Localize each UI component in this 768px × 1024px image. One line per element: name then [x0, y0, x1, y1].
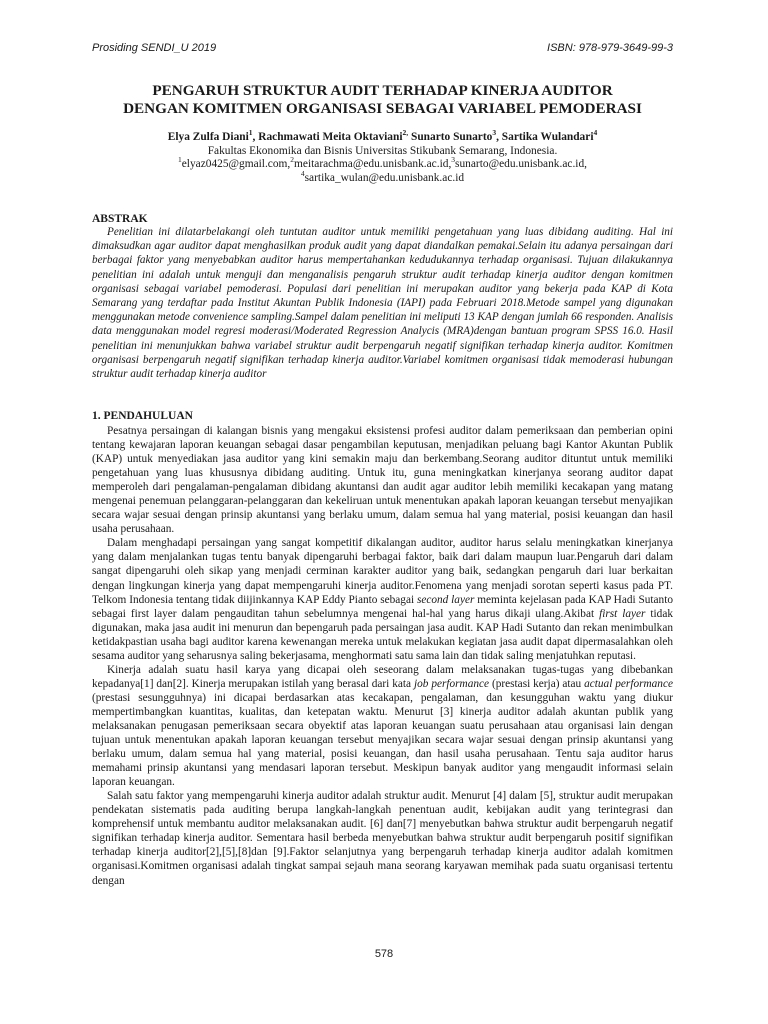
title-line-1: PENGARUH STRUKTUR AUDIT TERHADAP KINERJA AUDITOR: [152, 82, 613, 99]
author-2: Rachmawati Meita Oktaviani: [258, 131, 403, 143]
running-header: [92, 42, 673, 54]
author-4: Sartika Wulandari: [501, 131, 594, 143]
author-1: Elya Zulfa Diani: [167, 131, 249, 143]
introduction-body: [92, 424, 673, 888]
email-3: sunarto@edu.unisbank.ac.id: [455, 158, 585, 171]
email-line-1: $^1$elyaz0425@gmail.com,$^2$meitarachma@edu.unisbank.ac.id,$^3$sunarto@edu.unisbank.ac.id,: [177, 155, 588, 171]
paper-title: [92, 82, 673, 118]
title-line-2: DENGAN KOMITMEN ORGANISASI SEBAGAI VARIABEL PEMODERASI: [123, 100, 642, 117]
email-1: elyaz0425@gmail.com: [181, 158, 288, 171]
paragraph-3: Kinerja adalah suatu hasil karya yang dicapai oleh seseorang dalam melaksanakan tugas-tugas yang dibebankan kepadanya[1] dan[2]. Kinerja merupakan istilah yang berasal dari kata job performance (prestasi kerja) atau actual performance (prestasi sesungguhnya) ini dicapai berdasarkan atas kecakapan, pengalaman, dan kesungguhan waktu yang diukur mempertimbangkan kuantitas, kualitas, dan ketepatan waktu. Menurut [3] kinerja auditor adalah akuntan publik yang melaksanakan penugasan pemeriksaan secara obyektif atas laporan keuangan suatu perusahaan atau organisasi lain dengan tujuan untuk menentukan apakah laporan keuangan tersebut menyajikan secara wajar sesuai dengan prinsip akuntansi yang berlaku umum, dalam semua hal yang material, posisi keuangan, dan hasil usaha perusahaan. Tentu saja auditor harus memahami prinsip akuntansi yang mendasari laporan tersebut. Meskipun banyak auditor yang mengaudit informasi selain laporan keuangan.: [92, 663, 673, 789]
email-4: sartika_wulan@edu.unisbank.ac.id: [304, 171, 465, 184]
paragraph-2: Dalam menghadapi persaingan yang sangat kompetitif dikalangan auditor, auditor harus selalu meningkatkan kinerjanya yang dalam menjalankan tugas tentu banyak dipengaruhi berbagai faktor, baik dari dalam maupun luar.Pengaruh dari dalam sangat dipengaruhi oleh sikap yang menjadi cerminan karakter auditor yang baik, sedangkan pengaruh dari luar berkaitan dengan lingkungan kinerja yang dapat mempengaruhi kinerja auditor.Fenomena yang menjadi sorotan seperti kasus pada PT. Telkom Indonesia tentang tidak diijinkannya KAP Eddy Pianto sebagai second layer meminta kejelasan pada KAP Hadi Sutanto sebagai first layer dalam pengauditan tahun sebelumnya mengenai hal-hal yang harus dikaji ulang.Akibat first layer tidak digunakan, maka jasa audit ini menurun dan bepengaruh pada persaingan jasa audit. KAP Hadi Sutanto dan rekan menimbulkan ketidakpastian usaha bagi auditor karena kewenangan mereka untuk melakukan kegiatan jasa audit dapat dipermasalahkan oleh sesama auditor yang seharusnya saling bekerjasama, menghormati satu sama lain dan tidak saling menjatuhkan reputasi.: [92, 537, 673, 662]
author-3: Sunarto Sunarto: [411, 131, 493, 143]
isbn: ISBN: 978-979-3649-99-3: [547, 42, 673, 54]
abstract-heading: ABSTRAK: [92, 213, 148, 225]
abstract-text: Penelitian ini dilatarbelakangi oleh tuntutan auditor untuk memiliki pengetahuan yang luas dibidang auditing. Hal ini dimaksudkan agar auditor dapat menghasilkan produk audit yang dapat diandalkan pemakai.Selain itu adanya persaingan dari berbagai faktor yang menyebabkan auditor harus mempertahankan kedudukannya terhadap organisasi. Tujuan dilakukannya penelitian ini adalah untuk menguji dan menganalisis pengaruh struktur audit terhadap kinerja auditor dengan komitmen organisasi sebagai variabel pemoderasi. Populasi dari penelitian ini merupakan auditor yang bekerja pada KAP di Kota Semarang yang terdaftar pada Institut Akuntan Publik Indonesia (IAPI) pada Februari 2018.Metode sampel yang digunakan menggunakan metode convenience sampling.Sampel dalam penelitian ini meliputi 13 KAP dengan jumlah 66 responden. Analisis data menggunakan model regresi moderasi/Moderated Regression Analycis (MRA)dengan bantuan program SPSS 16.0. Hasil penelitian ini menunjukkan bahwa variabel struktur audit berpengaruh negatif signifikan terhadap kinerja auditor. Komitmen organisasi berpengaruh negatif signifikan terhadap kinerja auditor.Variabel komitmen organisasi tidak memoderasi hubungan struktur audit terhadap kinerja auditor: [92, 226, 673, 381]
author-block: [92, 128, 673, 185]
email-line-2: $^4$sartika_wulan@edu.unisbank.ac.id: [300, 168, 465, 184]
proceedings-name: Prosiding SENDI_U 2019: [92, 42, 217, 54]
paragraph-1: Pesatnya persaingan di kalangan bisnis yang mengakui eksistensi profesi auditor dalam pemeriksaan dan pemberian opini tentang kewajaran laporan keuangan sebagai dasar pengambilan keputusan, menjadikan peluang bagi Kantor Akuntan Publik (KAP) untuk menyediakan jasa auditor yang kini semakin maju dan berkembang.Seorang auditor dituntut untuk memiliki pengetahuan yang luas khususnya dibidang auditing. Untuk itu, guna meningkatkan kinerjanya seorang auditor dapat memperoleh dari pengalaman-pengalaman dibidang akuntansi dan audit agar auditor lebih memiliki kecakapan yang matang mengenai penemuan pelanggaran-pelanggaran dan kekeliruan untuk menentukan apakah laporan keuangan tersebut menyajikan secara wajar sesuai dengan prinsip akuntansi yang berlaku umum, dalam semua hal yang material, posisi keuangan dan hasil usaha perusahaan.: [92, 425, 673, 536]
affiliation: Fakultas Ekonomika dan Bisnis Universitas Stikubank Semarang, Indonesia.: [207, 144, 558, 157]
section-heading-introduction: 1. PENDAHULUAN: [92, 410, 193, 422]
page-number: 578: [374, 948, 394, 960]
paragraph-4: Salah satu faktor yang mempengaruhi kinerja auditor adalah struktur audit. Menurut [4] dalam [5], struktur audit merupakan pendekatan sistematis pada auditing berupa langkah-langkah penentuan audit, kebijakan audit yang terintegrasi dan komprehensif untuk membantu auditor melaksanakan audit. [6] dan[7] menyebutkan bahwa struktur audit berpengaruh negatif signifikan terhadap kinerja auditor. Sementara hasil berbeda menyebutkan bahwa struktur audit berpengaruh positif signifikan terhadap kinerja auditor[2],[5],[8]dan [9].Faktor selanjutnya yang berpengaruh terhadap kinerja auditor adalah komitmen organisasi.Komitmen organisasi adalah tingkat sampai sejauh mana seorang karyawan memihak pada suatu organisasi tertentu dengan: [92, 790, 673, 887]
author-names: Elya Zulfa Diani$^1$, Rachmawati Meita Oktaviani$^{2,}$ Sunarto Sunarto$^3$, Sartika Wulandari$^4$: [167, 128, 598, 143]
email-2: meitarachma@edu.unisbank.ac.id: [294, 158, 449, 171]
